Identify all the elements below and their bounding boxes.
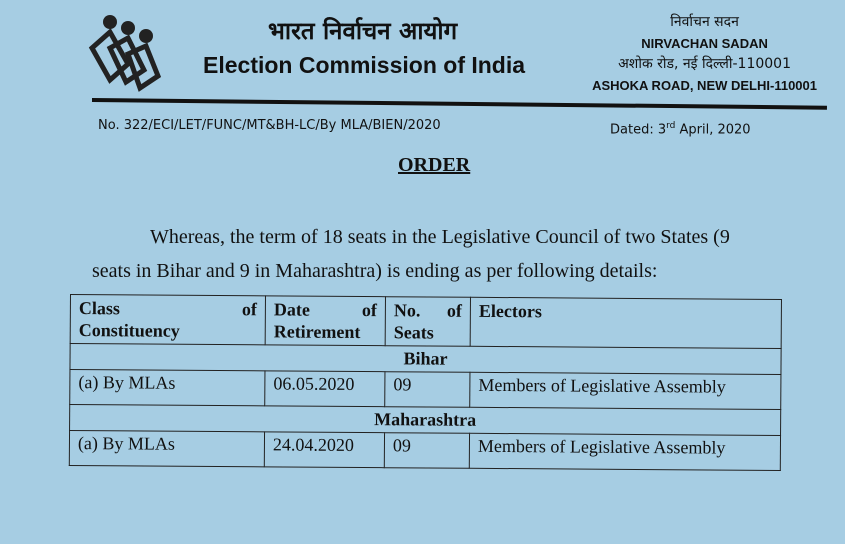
table-row [70,370,781,410]
cell-constituency: (a) By MLAs [70,370,265,406]
order-date-suffix-ordinal: rd [666,121,676,131]
address-block [592,12,817,96]
cell-electors: Members of Legislative Assembly [469,433,780,470]
table-row [69,431,780,471]
header-constituency-word: Constituency [78,320,180,341]
address-hindi-2: अशोक रोड, नई दिल्ली-110001 [618,56,791,72]
address-line-1: NIRVACHAN SADAN [641,36,768,51]
header-no-word: No. [393,300,421,321]
header-class-word: Class [78,298,120,319]
paragraph-line-1: Whereas, the term of 18 seats in the Legislative Council of two States (9 [150,226,730,248]
cell-retirement-date: 24.04.2020 [264,432,384,468]
section-state-label: Maharashtra [70,405,781,436]
cell-electors: Members of Legislative Assembly [470,372,781,409]
org-name-english: Election Commission of India [203,52,526,78]
retirement-details-table [69,294,782,471]
header-seats-word: Seats [393,322,434,343]
cell-seats: 09 [385,372,470,408]
header-retirement-word: Retirement [273,321,361,343]
order-date [610,121,751,137]
header-class-of-word: of [241,299,257,320]
order-heading: ORDER [398,154,471,176]
cell-constituency: (a) By MLAs [69,431,264,467]
address-hindi-1: निर्वाचन सदन [670,14,739,30]
header-electors: Electors [470,297,781,348]
cell-seats: 09 [384,433,469,469]
cell-retirement-date: 06.05.2020 [265,371,385,407]
org-name-hindi: भारत निर्वाचन आयोग [268,17,458,45]
header-no-of-word: of [446,300,462,321]
address-line-2: ASHOKA ROAD, NEW DELHI-110001 [592,78,817,93]
order-date-prefix: Dated: 3 [610,122,667,138]
reference-number: No. 322/ECI/LET/FUNC/MT&BH-LC/By MLA/BIEN/2020 [98,118,441,133]
header-date-of-retirement [265,296,385,346]
table-header-row [70,295,781,349]
header-no-of-seats [385,297,470,347]
letterhead-divider [92,98,827,110]
header-class-of-constituency [70,295,265,345]
order-date-rest: April, 2020 [675,122,751,138]
eci-emblem-logo [80,8,176,104]
header-date-word: Date [273,299,310,320]
paragraph-line-2: seats in Bihar and 9 in Maharashtra) is ending as per following details: [92,260,658,282]
section-state-label: Bihar [70,344,781,375]
header-date-of-word: of [361,300,377,321]
